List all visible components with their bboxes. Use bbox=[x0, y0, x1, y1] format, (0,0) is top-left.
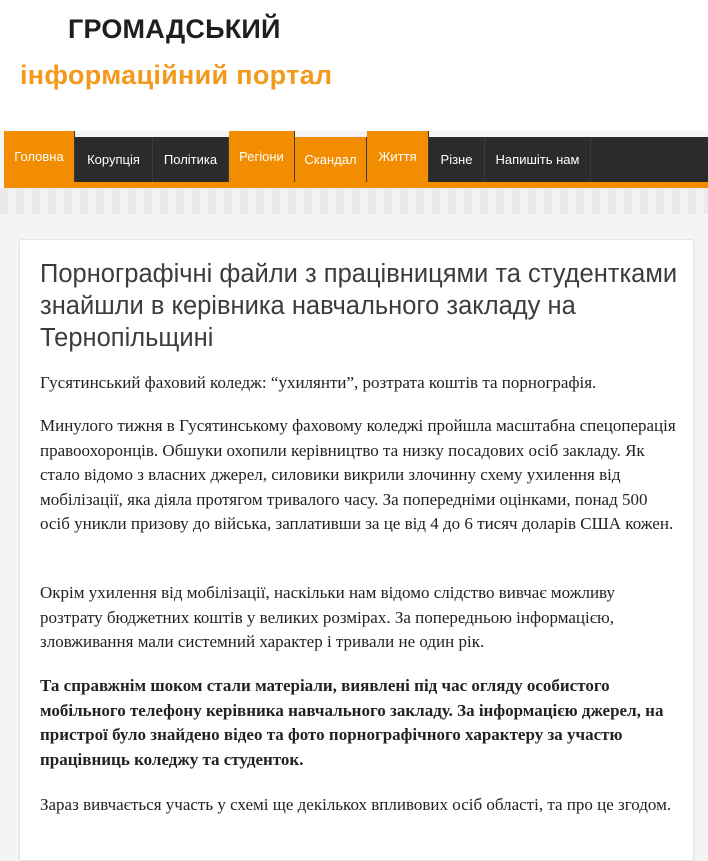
article-lead: Гусятинський фаховий коледж: “ухилянти”, розтрата коштів та порнографія. bbox=[40, 373, 597, 392]
decorative-strip bbox=[0, 188, 708, 214]
nav-item-life[interactable]: Життя bbox=[367, 131, 429, 182]
nav-item-regions[interactable]: Регіони bbox=[229, 131, 295, 182]
article-paragraph-bold: Та справжнім шоком стали матеріали, виявлені під час огляду особистого мобільного телефону керівника навчального закладу. За інформацією джерел, на пристрої було знайдено відео та фото порнографічного характеру за участю працівниць коледжу та студенток. bbox=[40, 676, 664, 769]
site-subtitle[interactable]: інформаційний портал bbox=[20, 60, 333, 90]
site-header bbox=[0, 0, 708, 131]
article-paragraph: Минулого тижня в Гусятинському фаховому коледжі пройшла масштабна спецоперація правоохоронців. Обшуки охопили керівництво та низку посадових осіб закладу. Як стало відомо з власних джерел, силовики викрили злочинну схему ухилення від мобілізації, яка діяла протягом тривалого часу. За попередніми оцінками, понад 500 осіб уникли призову до війська, заплативши за це від 4 до 6 тисяч доларів США кожен. bbox=[40, 416, 676, 533]
article-paragraph: Зараз вивчається участь у схемі ще декількох впливових осіб області, та про це згодом. bbox=[40, 795, 672, 814]
nav-item-scandal[interactable]: Скандал bbox=[295, 137, 367, 182]
nav-item-contact[interactable]: Напишіть нам bbox=[485, 137, 591, 182]
nav-item-misc[interactable]: Різне bbox=[429, 137, 485, 182]
article-paragraph: Окрім ухилення від мобілізації, наскільки нам відомо слідство вивчає можливу розтрату бюджетних коштів у великих розмірах. За попередньою інформацією, зловживання мали системний характер і тривали не один рік. bbox=[40, 583, 615, 651]
main-nav bbox=[4, 137, 708, 182]
nav-item-politics[interactable]: Політика bbox=[153, 137, 229, 182]
nav-item-corruption[interactable]: Корупція bbox=[75, 137, 153, 182]
nav-item-home[interactable]: Головна bbox=[4, 131, 75, 182]
article-title[interactable]: Порнографічні файли з працівницями та студентками знайшли в керівника навчального закладу на Тернопільщині bbox=[40, 260, 678, 352]
article-card bbox=[19, 239, 694, 861]
site-title[interactable]: ГРОМАДСЬКИЙ bbox=[68, 14, 281, 44]
